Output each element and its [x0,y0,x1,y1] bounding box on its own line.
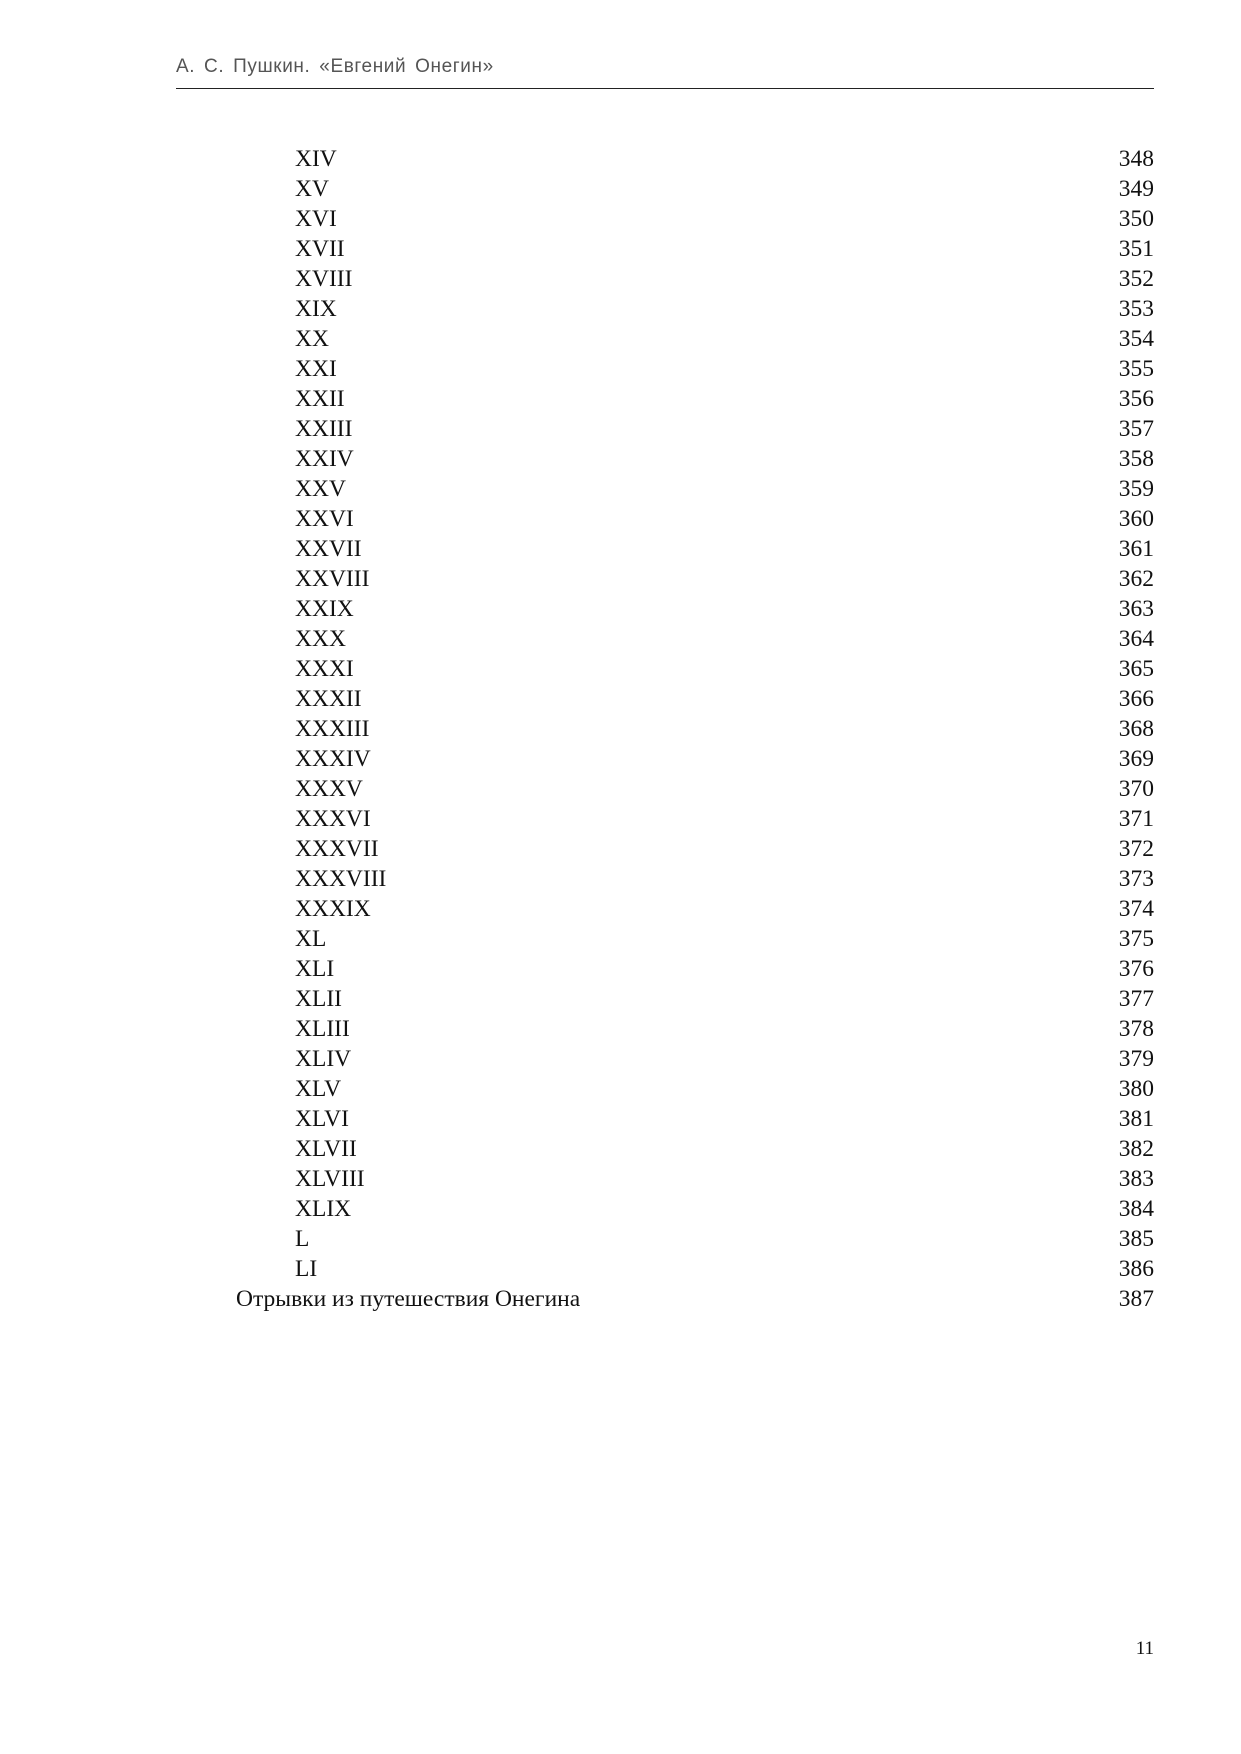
toc-entry [176,624,1154,654]
toc-entry-title: XXXVII [295,836,379,862]
toc-entry-page-number: 370 [1118,776,1154,802]
toc-entry-page-number: 383 [1118,1166,1154,1192]
toc-entry [176,294,1154,324]
toc-entry-title: Отрывки из путешествия Онегина [236,1286,581,1312]
toc-entry-page-number: 379 [1118,1046,1154,1072]
toc-entry [176,714,1154,744]
toc-entry-title: XXXIX [295,896,371,922]
toc-entry-title: XLIV [295,1046,352,1072]
toc-entry [176,204,1154,234]
toc-entry-title: XLIX [295,1196,352,1222]
toc-entry-page-number: 382 [1118,1136,1154,1162]
toc-entry [176,1194,1154,1224]
toc-entry-title: XXXIV [295,746,371,772]
toc-entry-title: XL [295,926,327,952]
toc-entry-page-number: 384 [1118,1196,1154,1222]
toc-entry [176,474,1154,504]
toc-entry [176,594,1154,624]
toc-entry-page-number: 386 [1118,1256,1154,1282]
toc-entry [176,384,1154,414]
toc-entry [176,1254,1154,1284]
toc-entry-title: XXIV [295,446,354,472]
toc-entry-title: LI [295,1256,318,1282]
toc-entry-title: XXIII [295,416,353,442]
toc-entry-title: XXVIII [295,566,370,592]
toc-entry-page-number: 357 [1118,416,1154,442]
toc-entry-title: XXIX [295,596,354,622]
toc-entry-title: XX [295,326,329,352]
toc-entry [176,1074,1154,1104]
toc-entry [176,744,1154,774]
toc-entry-page-number: 365 [1118,656,1154,682]
toc-entry-page-number: 373 [1118,866,1154,892]
toc-entry-page-number: 350 [1118,206,1154,232]
toc-entry-page-number: 363 [1118,596,1154,622]
toc-entry [176,894,1154,924]
header-rule [176,88,1154,89]
toc-entry-title: XXXIII [295,716,370,742]
toc-entry-title: XIV [295,146,337,172]
toc-entry-title: XXXVIII [295,866,387,892]
toc-entry-page-number: 361 [1118,536,1154,562]
toc-entry-page-number: 375 [1118,926,1154,952]
toc-entry [176,234,1154,264]
toc-entry-title: XXXI [295,656,354,682]
toc-entry [176,1224,1154,1254]
toc-entry [176,834,1154,864]
toc-entry [176,1134,1154,1164]
toc-entry [176,984,1154,1014]
toc-entry-title: XXI [295,356,337,382]
toc-entry-page-number: 355 [1118,356,1154,382]
toc-entry-title: XLII [295,986,342,1012]
toc-entry-title: XXX [295,626,346,652]
toc-entry-page-number: 354 [1118,326,1154,352]
toc-entry-title: XXXVI [295,806,371,832]
toc-entry-title: XXII [295,386,345,412]
toc-entry-page-number: 348 [1118,146,1154,172]
toc-entry [176,864,1154,894]
toc-entry-page-number: 351 [1118,236,1154,262]
toc-entry [176,684,1154,714]
toc-entry [176,924,1154,954]
toc-entry [176,804,1154,834]
toc-entry-page-number: 362 [1118,566,1154,592]
toc-entry-page-number: 378 [1118,1016,1154,1042]
toc-entry-page-number: 356 [1118,386,1154,412]
toc-entry-page-number: 358 [1118,446,1154,472]
toc-entry-title: XXXII [295,686,362,712]
toc-entry [176,174,1154,204]
toc-entry-title: XLVI [295,1106,349,1132]
toc-entry-title: XLVII [295,1136,357,1162]
toc-entry [176,534,1154,564]
toc-entry-page-number: 368 [1118,716,1154,742]
toc-entry-title: XIX [295,296,337,322]
toc-entry-page-number: 380 [1118,1076,1154,1102]
table-of-contents [176,144,1154,1314]
toc-entry [176,414,1154,444]
toc-entry-title: XVIII [295,266,353,292]
toc-entry-page-number: 371 [1118,806,1154,832]
toc-entry-title: XLIII [295,1016,350,1042]
toc-entry-page-number: 374 [1118,896,1154,922]
toc-entry [176,1284,1154,1314]
toc-entry-title: XXXV [295,776,363,802]
toc-entry-title: XVII [295,236,345,262]
toc-entry-page-number: 366 [1118,686,1154,712]
toc-entry-title: XLV [295,1076,342,1102]
toc-entry-title: XV [295,176,329,202]
toc-entry-title: XLI [295,956,335,982]
toc-entry [176,1044,1154,1074]
toc-entry-page-number: 385 [1118,1226,1154,1252]
toc-entry-title: XLVIII [295,1166,365,1192]
toc-entry-page-number: 352 [1118,266,1154,292]
toc-entry [176,1104,1154,1134]
toc-entry-title: XVI [295,206,337,232]
toc-entry [176,654,1154,684]
toc-entry [176,504,1154,534]
toc-entry-title: XXVII [295,536,362,562]
toc-entry-page-number: 349 [1118,176,1154,202]
toc-entry-page-number: 359 [1118,476,1154,502]
toc-entry [176,774,1154,804]
toc-entry-title: L [295,1226,310,1252]
toc-entry-page-number: 360 [1118,506,1154,532]
toc-entry-page-number: 372 [1118,836,1154,862]
toc-entry-page-number: 353 [1118,296,1154,322]
toc-entry-page-number: 376 [1118,956,1154,982]
toc-entry [176,954,1154,984]
toc-entry [176,324,1154,354]
toc-entry [176,444,1154,474]
running-header: А. С. Пушкин. «Евгений Онегин» [176,56,494,77]
toc-entry [176,354,1154,384]
toc-entry-page-number: 387 [1118,1286,1154,1312]
toc-entry-page-number: 369 [1118,746,1154,772]
toc-entry [176,564,1154,594]
toc-entry [176,1164,1154,1194]
toc-entry-page-number: 364 [1118,626,1154,652]
toc-entry [176,264,1154,294]
page-number: 11 [1135,1638,1154,1659]
toc-entry-page-number: 381 [1118,1106,1154,1132]
toc-entry-title: XXVI [295,506,354,532]
toc-entry-title: XXV [295,476,346,502]
toc-entry [176,1014,1154,1044]
toc-entry [176,144,1154,174]
toc-entry-page-number: 377 [1118,986,1154,1012]
